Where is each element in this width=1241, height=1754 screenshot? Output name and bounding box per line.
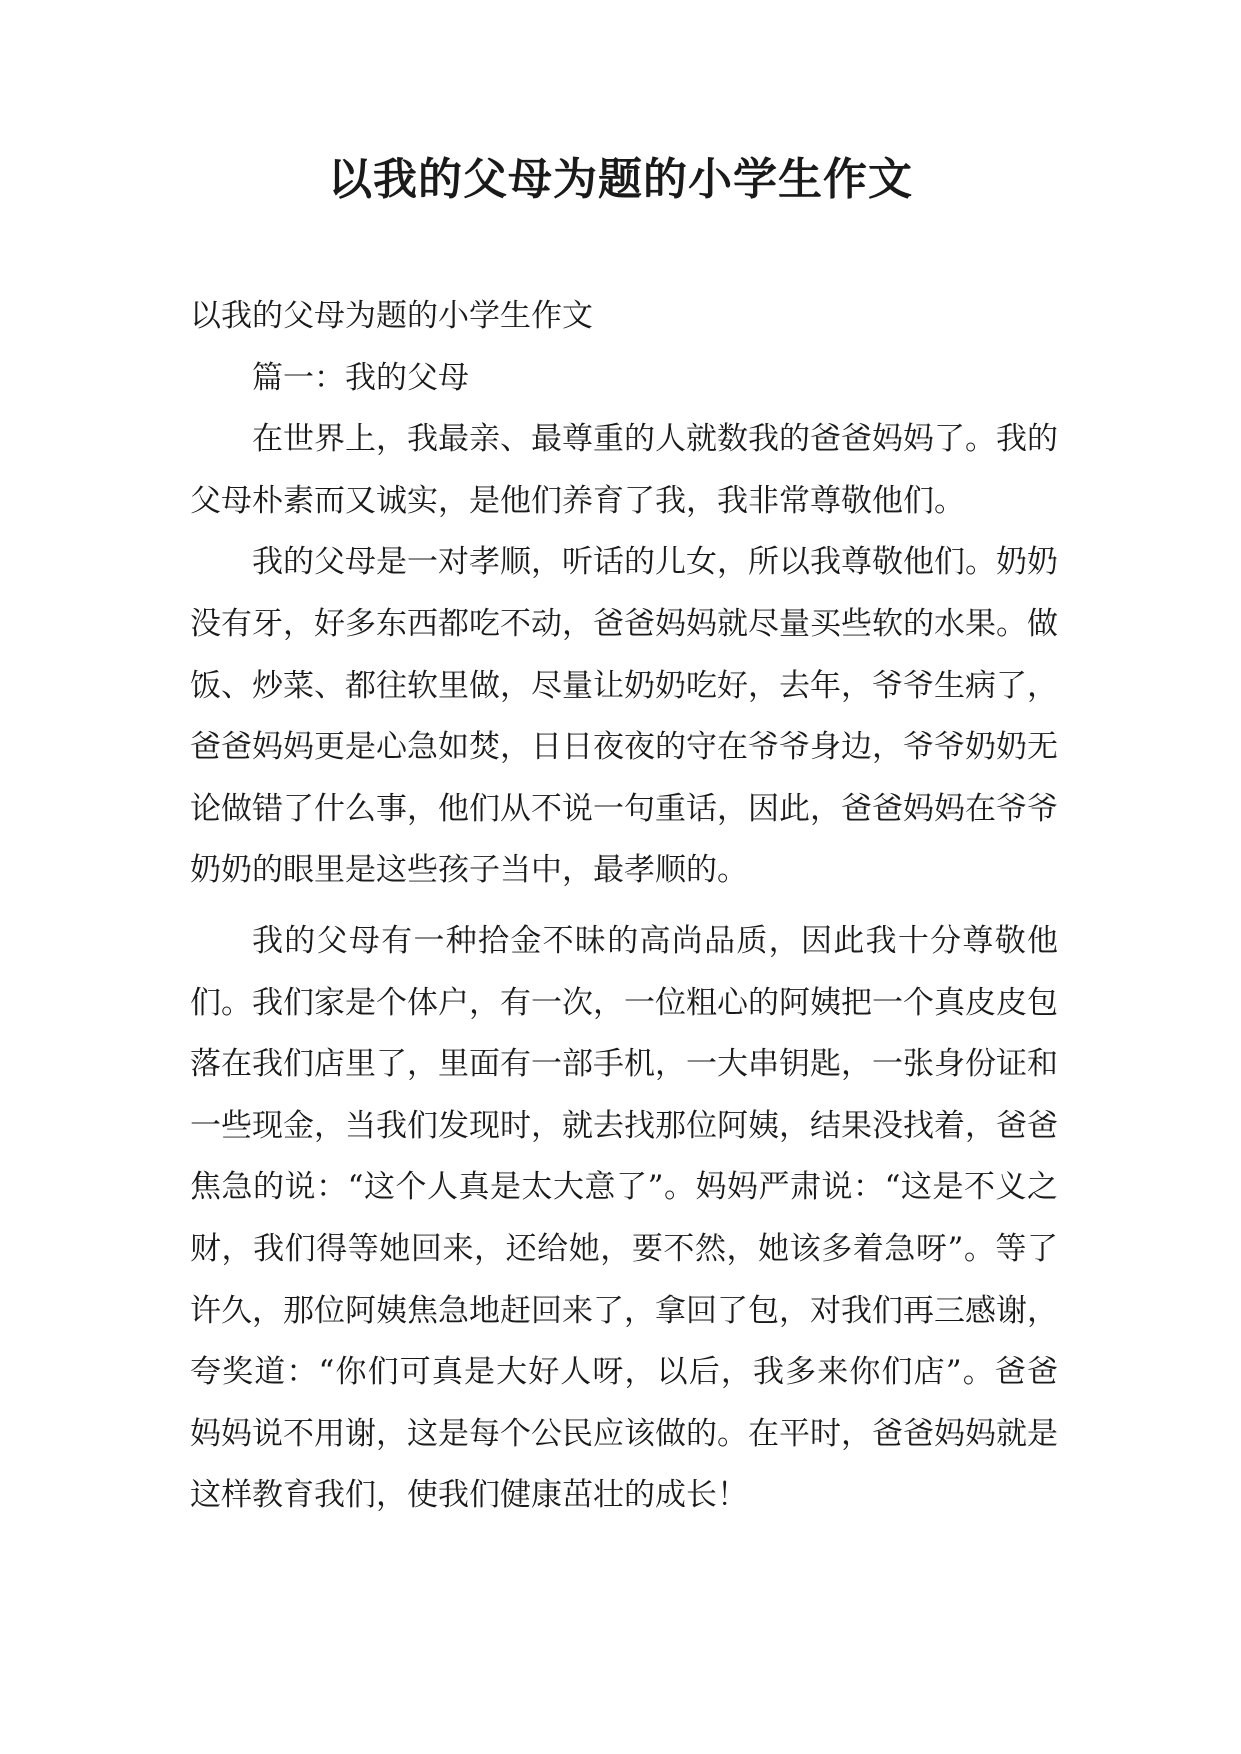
paragraph-1: 在世界上，我最亲、最尊重的人就数我的爸爸妈妈了。我的父母朴素而又诚实，是他们养育了我，我非常尊敬他们。	[190, 421, 1058, 519]
section-heading: 篇一：我的父母	[252, 359, 469, 396]
paragraph-3: 我的父母有一种拾金不昧的高尚品质，因此我十分尊敬他们。我们家是个体户，有一次，一位粗心的阿姨把一个真皮皮包落在我们店里了，里面有一部手机，一大串钥匙，一张身份证和一些现金，当我们发现时，就去找那位阿姨，结果没找着，爸爸焦急的说：“这个人真是太大意了”。妈妈严肃说：“这是不义之财，我们得等她回来，还给她，要不然，她该多着急呀”。等了许久，那位阿姨焦急地赶回来了，拿回了包，对我们再三感谢，夸奖道：“你们可真是大好人呀，以后，我多来你们店”。爸爸妈妈说不用谢，这是每个公民应该做的。在平时，爸爸妈妈就是这样教育我们，使我们健康茁壮的成长！	[190, 922, 1058, 1514]
subtitle-line: 以我的父母为题的小学生作文	[190, 298, 593, 334]
document-title: 以我的父母为题的小学生作文	[328, 154, 913, 205]
document-body	[190, 286, 1058, 1527]
paragraph-2: 我的父母是一对孝顺，听话的儿女，所以我尊敬他们。奶奶没有牙，好多东西都吃不动，爸爸妈妈就尽量买些软的水果。做饭、炒菜、都往软里做，尽量让奶奶吃好，去年，爷爷生病了，爸爸妈妈更是心急如焚，日日夜夜的守在爷爷身边，爷爷奶奶无论做错了什么事，他们从不说一句重话，因此，爸爸妈妈在爷爷奶奶的眼里是这些孩子当中，最孝顺的。	[190, 544, 1058, 889]
